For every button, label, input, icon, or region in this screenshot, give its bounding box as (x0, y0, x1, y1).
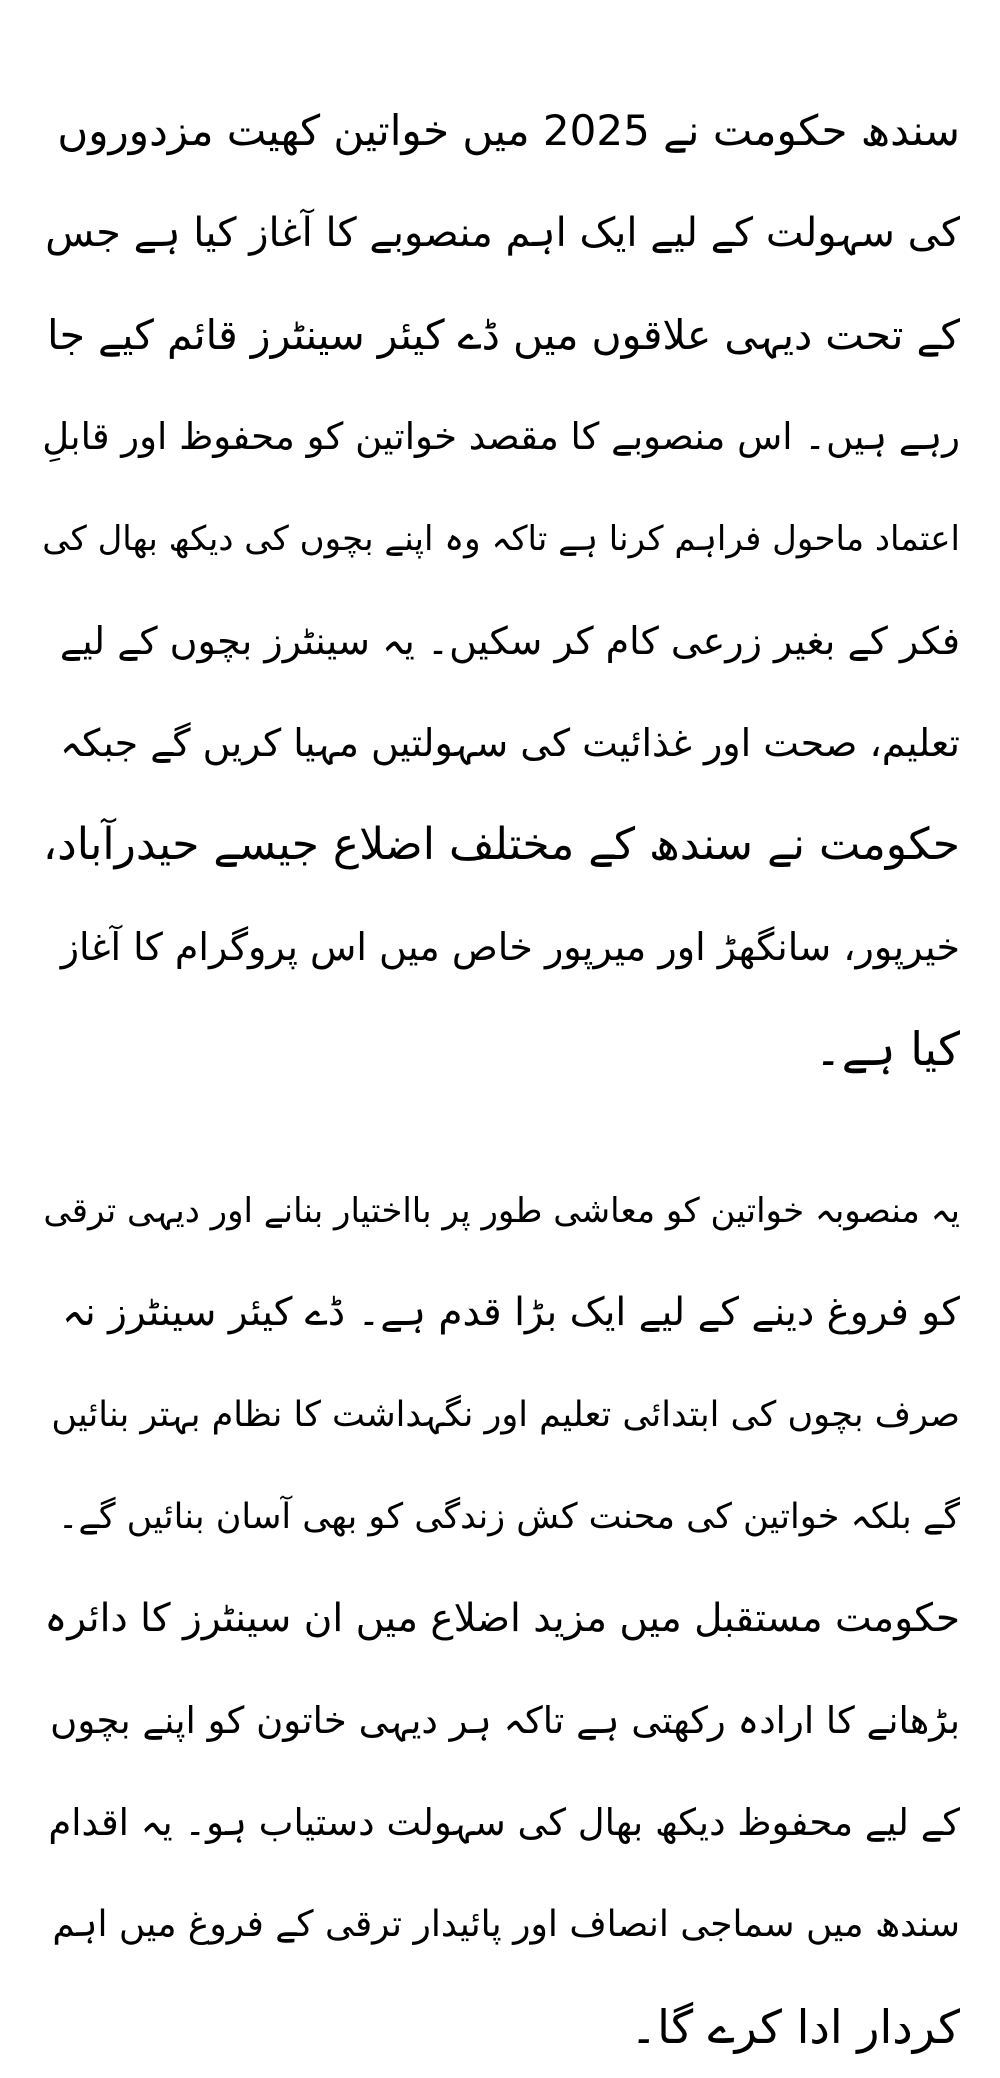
text-line: تعلیم، صحت اور غذائیت کی سہولتیں مہیا کریں گے جبکہ (59, 721, 960, 765)
text-line: گے بلکہ خواتین کی محنت کش زندگی کو بھی آسان بنائیں گے۔ (57, 1497, 960, 1537)
text-line: خیرپور، سانگھڑ اور میرپور خاص میں اس پروگرام کا آغاز (60, 925, 960, 969)
text-line: کے تحت دیہی علاقوں میں ڈے کیئر سینٹرز قائم کیے جا (47, 311, 960, 359)
text-line: کو فروغ دینے کے لیے ایک بڑا قدم ہے۔ ڈے کیئر سینٹرز نہ (61, 1290, 960, 1335)
text-line: بڑھانے کا ارادہ رکھتی ہے تاکہ ہر دیہی خاتون کو اپنے بچوں (50, 1699, 960, 1742)
paragraph-2 (40, 1160, 960, 2078)
text-line: صرف بچوں کی ابتدائی تعلیم اور نگہداشت کا نظام بہتر بنائیں (51, 1395, 960, 1435)
text-line: رہے ہیں۔ اس منصوبے کا مقصد خواتین کو محفوظ اور قابلِ (42, 415, 960, 458)
text-line: کیا ہے۔ (814, 1022, 960, 1076)
text-line: حکومت مستقبل میں مزید اضلاع میں ان سینٹرز کا دائرہ (44, 1596, 960, 1641)
text-line: حکومت نے سندھ کے مختلف اضلاع جیسے حیدرآباد، (42, 819, 960, 870)
text-line: فکر کے بغیر زرعی کام کر سکیں۔ یہ سینٹرز بچوں کے لیے (59, 619, 960, 663)
text-line: اعتماد ماحول فراہم کرنا ہے تاکہ وہ اپنے بچوں کی دیکھ بھال کی (42, 519, 960, 559)
text-line: کی سہولت کے لیے ایک اہم منصوبے کا آغاز کیا ہے جس (45, 210, 960, 256)
text-line: کردار ادا کرے گا۔ (630, 2000, 960, 2054)
text-line: یہ منصوبہ خواتین کو معاشی طور پر بااختیار بنانے اور دیہی ترقی (43, 1191, 960, 1231)
text-line: کے لیے محفوظ دیکھ بھال کی سہولت دستیاب ہو۔ یہ اقدام (48, 1801, 960, 1844)
text-line: سندھ میں سماجی انصاف اور پائیدار ترقی کے فروغ میں اہم (52, 1904, 960, 1945)
paragraph-1 (40, 80, 960, 1100)
text-line: سندھ حکومت نے 2025 میں خواتین کھیت مزدوروں (57, 106, 960, 155)
